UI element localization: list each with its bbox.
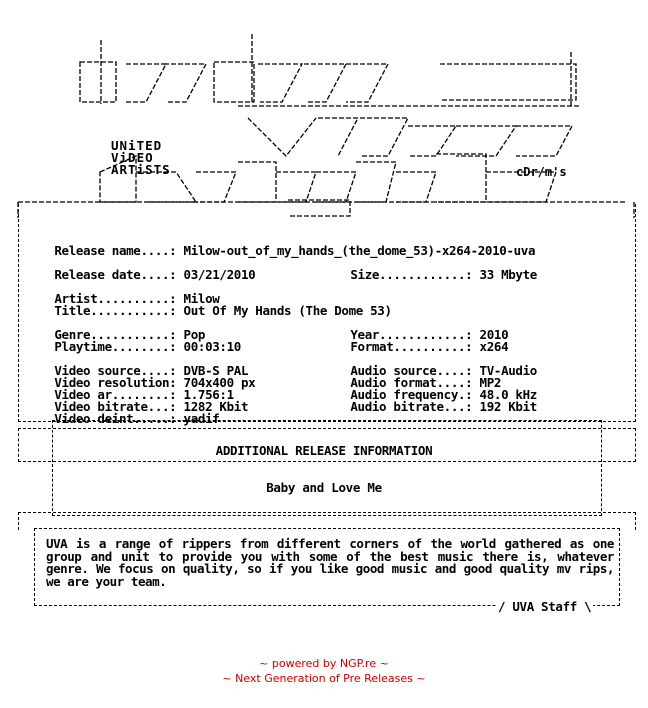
additional-info-text: Baby and Love Me: [266, 480, 382, 495]
audio-bitrate-row: [336, 384, 537, 414]
audio-source-label: Audio source....:: [350, 363, 473, 378]
uva-ascii-logo: [16, 22, 636, 220]
artist-value: Milow: [183, 291, 220, 306]
group-name-line-2: ViDEO: [111, 150, 154, 165]
release-date-label: Release date....:: [54, 267, 177, 282]
artist-label: Artist..........:: [54, 291, 177, 306]
format-value: x264: [479, 339, 509, 354]
video-source-value: DVB-S PAL: [183, 363, 249, 378]
audio-bitrate-value: 192 Kbit: [479, 399, 537, 414]
staff-signature: / UVA Staff \: [498, 599, 592, 614]
size-row: [336, 252, 537, 282]
genre-label: Genre...........:: [54, 327, 177, 342]
video-source-label: Video source....:: [54, 363, 177, 378]
video-ar-label: Video ar........:: [54, 387, 177, 402]
audio-frequency-value: 48.0 kHz: [479, 387, 537, 402]
audio-format-label: Audio format....:: [350, 375, 473, 390]
video-deint-label: Video deint.....:: [54, 411, 177, 426]
size-value: 33 Mbyte: [479, 267, 537, 282]
group-name-line-1: UNiTED: [111, 138, 163, 153]
audio-source-value: TV-Audio: [479, 363, 537, 378]
footer-tagline: ~ Next Generation of Pre Releases ~: [222, 672, 426, 685]
video-resolution-label: Video resolution:: [54, 375, 177, 390]
playtime-label: Playtime........:: [54, 339, 177, 354]
audio-frequency-label: Audio frequency.:: [350, 387, 473, 402]
size-label: Size............:: [350, 267, 473, 282]
video-bitrate-value: 1282 Kbit: [183, 399, 249, 414]
title-label: Title...........:: [54, 303, 177, 318]
audio-format-value: MP2: [479, 375, 502, 390]
format-label: Format..........:: [350, 339, 473, 354]
release-name-value: Milow-out_of_my_hands_(the_dome_53)-x264-2010-uva: [183, 243, 536, 258]
video-resolution-value: 704x400 px: [183, 375, 256, 390]
genre-value: Pop: [183, 327, 206, 342]
release-name-label: Release name....:: [54, 243, 177, 258]
additional-info-heading: ADDITIONAL RELEASE INFORMATION: [215, 443, 433, 458]
group-name-line-3: ARTiSTS: [111, 162, 171, 177]
title-value: Out Of My Hands (The Dome 53): [183, 303, 392, 318]
year-label: Year............:: [350, 327, 473, 342]
playtime-value: 00:03:10: [183, 339, 241, 354]
video-bitrate-label: Video bitrate...:: [54, 399, 177, 414]
release-date-value: 03/21/2010: [183, 267, 256, 282]
additional-info-inner-frame: [52, 420, 602, 516]
footer-powered-by: ~ powered by NGP.re ~: [259, 657, 389, 670]
group-name: [111, 140, 171, 176]
artist-credit: cDr/m's: [516, 165, 567, 179]
year-value: 2010: [479, 327, 509, 342]
uva-logo-art: [16, 22, 636, 220]
video-ar-value: 1.756:1: [183, 387, 234, 402]
audio-bitrate-label: Audio bitrate...:: [350, 399, 473, 414]
about-text: UVA is a range of rippers from different corners of the world gathered as one group and unit to provide you with some of the best music there is, whatever genre. We focus on quality, so if you like good music and good quality mv rips, we are your team.: [46, 536, 614, 589]
video-deint-value: yadif: [183, 411, 220, 426]
